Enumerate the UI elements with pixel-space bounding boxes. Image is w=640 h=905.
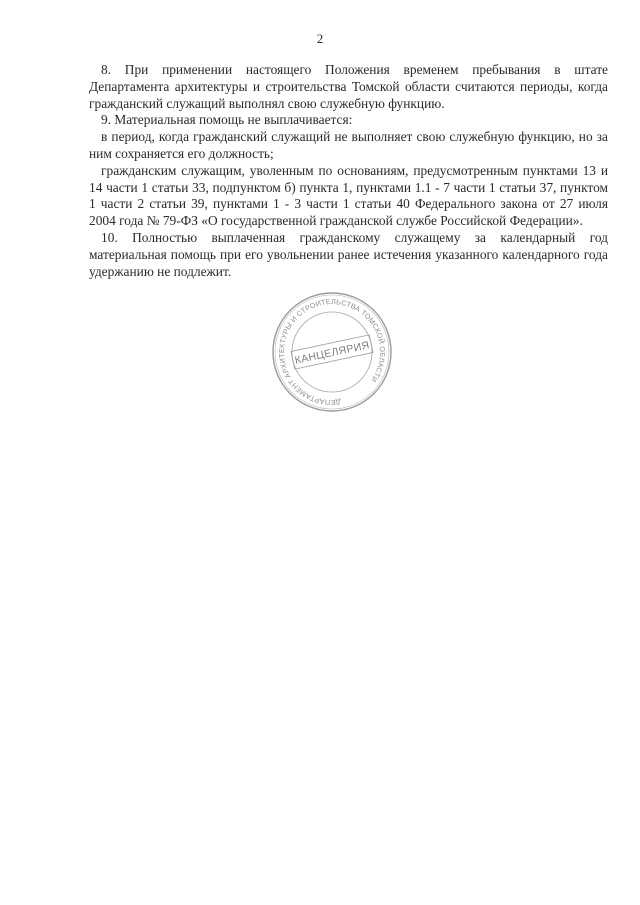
paragraph-9-item-2: гражданским служащим, уволенным по основаниям, предусмотренным пунктами 13 и 14 части 1 статьи 33, подпунктом б) пункта 1, пунктами 1.1 - 7 части 1 статьи 37, пунктом 1 части 2 статьи 39, пунктами 1 - 3 части 1 статьи 40 Федерального закона от 27 июля 2004 года № 79-ФЗ «О государственной гражданской службе Российской Федерации». [89, 162, 608, 229]
stamp-graphic [270, 290, 394, 414]
stamp-ring-text: ДЕПАРТАМЕНТ АРХИТЕКТУРЫ И СТРОИТЕЛЬСТВА ТОМСКОЙ ОБЛАСТИ [276, 296, 388, 408]
stamp-center-text: КАНЦЕЛЯРИЯ [293, 339, 371, 367]
office-stamp [270, 290, 394, 414]
paragraph-10: 10. Полностью выплаченная гражданскому служащему за календарный год материальная помощь при его увольнении ранее истечения указанного календарного года удержанию не подлежит. [89, 229, 608, 279]
paragraph-8: 8. При применении настоящего Положения временем пребывания в штате Департамента архитектуры и строительства Томской области считаются периоды, когда гражданский служащий выполнял свою служебную функцию. [89, 62, 608, 111]
paragraph-9: 9. Материальная помощь не выплачивается: [101, 112, 353, 128]
page-number: 2 [316, 31, 324, 46]
document-body [89, 62, 608, 280]
paragraph-9-item-1: в период, когда гражданский служащий не выполняет свою служебную функцию, но за ним сохраняется его должность; [89, 129, 608, 161]
